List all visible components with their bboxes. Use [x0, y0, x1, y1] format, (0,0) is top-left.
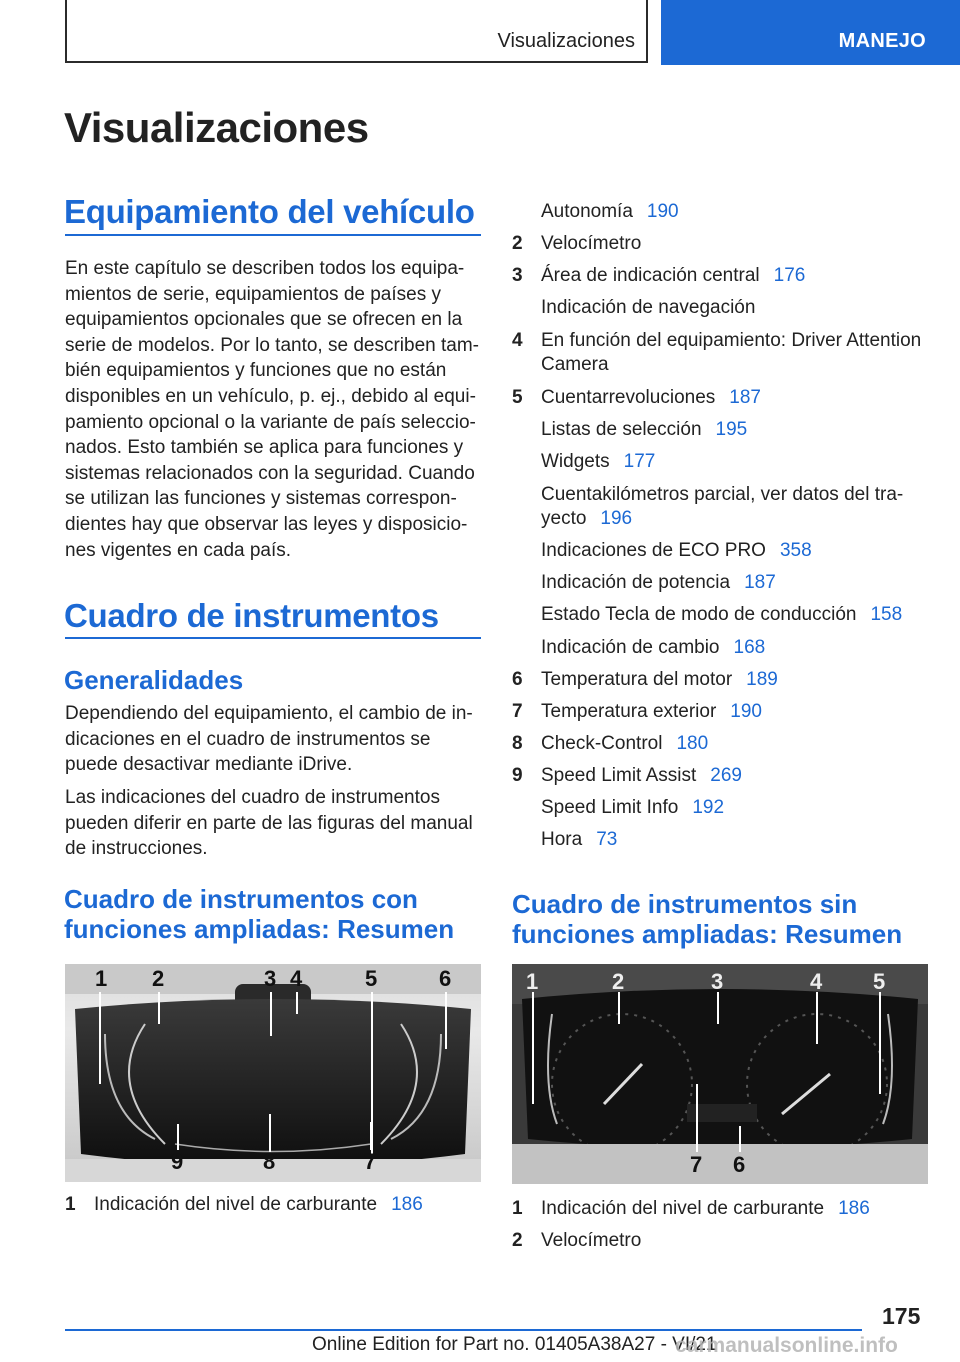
page-reference-link[interactable]: 187 [729, 387, 761, 408]
generalidades-paragraph-2: Las indicaciones del cuadro de instrumentos pueden diferir en parte de las figuras del manual de instrucciones. [65, 787, 473, 860]
page-reference-link[interactable]: 190 [730, 701, 762, 722]
page-reference-link[interactable]: 177 [623, 451, 656, 472]
footer-edition: Online Edition for Part no. 01405A38A27 - VI/21 [312, 1334, 717, 1355]
figure-callout: 1 [95, 966, 108, 991]
page-reference-link[interactable]: 269 [710, 765, 742, 786]
page-reference-link[interactable]: 158 [870, 604, 903, 625]
page-number: 175 [882, 1303, 921, 1329]
section-heading-equipamiento: Equipamiento del vehículo [64, 193, 475, 230]
figure-callout: 3 [264, 966, 277, 991]
figure-callout: 2 [612, 969, 625, 994]
instrument-cluster-drawing [512, 964, 928, 1184]
figure-callout: 9 [171, 1149, 184, 1174]
footer-rule [65, 1329, 862, 1331]
figure-callout: 4 [810, 969, 823, 994]
figure-callout: 5 [365, 966, 378, 991]
figure-callout: 7 [690, 1152, 703, 1177]
figure-callout: 4 [290, 966, 303, 991]
watermark: carmanualsonline.info [675, 1334, 898, 1357]
instrument-cluster-figure-extended [65, 964, 481, 1182]
instrument-cluster-figure-basic [512, 964, 928, 1184]
page-reference-link[interactable]: 187 [744, 572, 776, 593]
page-reference-link[interactable]: 168 [733, 637, 766, 658]
page-reference-link[interactable]: 190 [646, 201, 679, 222]
page-reference-link[interactable]: 73 [596, 829, 618, 850]
page-reference-link[interactable]: 196 [600, 508, 633, 529]
header-chapter-label: MANEJO [838, 30, 926, 52]
section-heading-cuadro: Cuadro de instrumentos [64, 597, 439, 634]
figure-callout: 3 [711, 969, 724, 994]
figure-callout: 6 [439, 966, 452, 991]
header-chapter-tab[interactable] [661, 0, 960, 65]
figure-callout: 7 [364, 1149, 377, 1174]
page-reference-link[interactable]: 176 [773, 265, 806, 286]
subheading-cuadro-sin: Cuadro de instrumentos sin funciones ampliadas: Resumen [512, 889, 903, 949]
subheading-cuadro-con: Cuadro de instrumentos con funciones ampliadas: Resumen [64, 884, 455, 944]
section-rule [65, 234, 481, 236]
page-reference-link[interactable]: 186 [391, 1194, 423, 1215]
figure-callout: 8 [263, 1149, 276, 1174]
figure-callout: 6 [733, 1152, 746, 1177]
equipamiento-paragraph: En este capítulo se describen todos los equipa- mientos de serie, equipamientos de países y equipamientos opcionales que se ofrecen en la serie de modelos. Por lo tanto, se describen tam- bién equipamientos y funciones que no están disponibles en un vehículo, p. ej., debido al equi- pamiento opcional o la variante de país seleccio- nados. Esto también se aplica para funciones y sistemas relacionados con la seguridad. Cuando se utilizan las funciones y sistemas correspon- dientes hay que observar las leyes y disposicio- nes vigentes en cada país. [65, 258, 479, 561]
figure-callout: 1 [526, 969, 539, 994]
page-reference-link[interactable]: 186 [838, 1198, 870, 1219]
page-reference-link[interactable]: 358 [779, 540, 812, 561]
section-rule [65, 637, 481, 639]
page-reference-link[interactable]: 189 [746, 669, 778, 690]
figure-callout: 2 [152, 966, 165, 991]
subheading-generalidades: Generalidades [64, 665, 244, 695]
figure-callout: 5 [873, 969, 886, 994]
page-title: Visualizaciones [64, 104, 369, 151]
page-reference-link[interactable]: 192 [692, 797, 725, 818]
generalidades-paragraph-1: Dependiendo del equipamiento, el cambio de in- dicaciones en el cuadro de instrumentos se puede desactivar mediante iDrive. [65, 703, 473, 776]
header-section-title: Visualizaciones [497, 30, 635, 52]
page-reference-link[interactable]: 180 [676, 733, 709, 754]
page-reference-link[interactable]: 195 [715, 419, 748, 440]
